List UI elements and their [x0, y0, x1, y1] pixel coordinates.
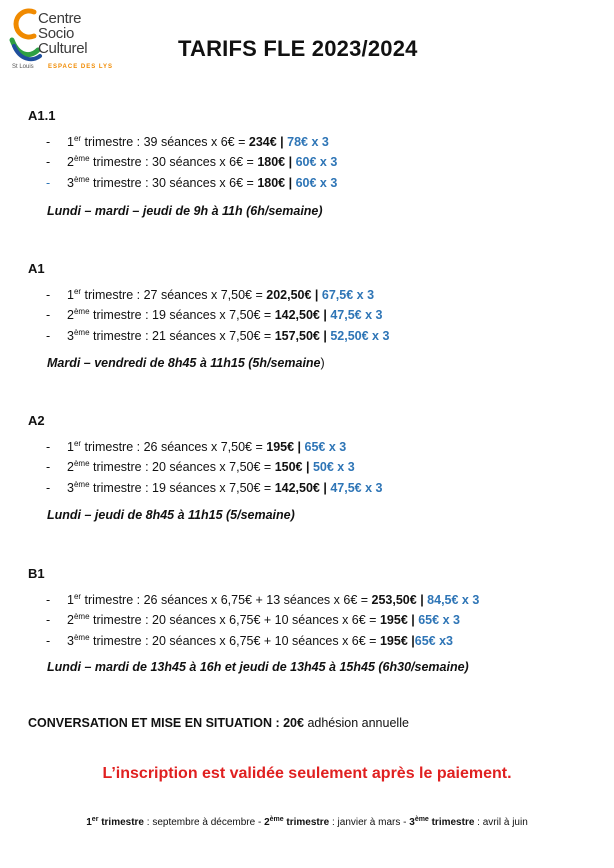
- installment-price: 47,5€ x 3: [330, 480, 383, 495]
- level-heading-a2: A2: [28, 413, 45, 428]
- total-price: 150€: [274, 460, 303, 475]
- logo-town: St Louis: [12, 64, 34, 70]
- installment-price: 65€ x3: [414, 633, 453, 648]
- installment-price: 78€ x 3: [287, 135, 329, 149]
- total-price: 142,50€: [274, 480, 320, 495]
- price-list-a2: [46, 437, 382, 498]
- payment-notice: L’inscription est validée seulement après le paiement.: [102, 765, 512, 782]
- installment-price: 47,5€ x 3: [330, 308, 383, 323]
- bullet-dash: -: [46, 480, 51, 495]
- price-line: - 3ème trimestre : 30 séances x 6€ = 180€ | 60€ x 3: [46, 173, 337, 193]
- logo-line-2: Socio: [38, 25, 75, 42]
- logo-tagline: ESPACE DES LYS: [48, 64, 114, 70]
- price-line: - 3ème trimestre : 19 séances x 7,50€ = 142,50€ | 47,5€ x 3: [46, 478, 382, 498]
- bullet-dash: -: [46, 155, 51, 170]
- price-line: - 2ème trimestre : 30 séances x 6€ = 180€ | 60€ x 3: [46, 152, 337, 172]
- installment-price: 52,50€ x 3: [330, 328, 390, 343]
- total-price: 180€: [257, 175, 286, 190]
- bullet-dash: -: [46, 460, 51, 475]
- page-title: TARIFS FLE 2023/2024: [178, 36, 418, 61]
- price-list-a1: [46, 285, 389, 346]
- price-line: - 3ème trimestre : 20 séances x 6,75€ + 10 séances x 6€ = 195€ |65€ x3: [46, 631, 479, 651]
- logo-line-1: Centre: [38, 10, 82, 27]
- schedule-b1: Lundi – mardi de 13h45 à 16h et jeudi de 13h45 à 15h45 (6h30/semaine): [47, 660, 469, 674]
- installment-price: 67,5€ x 3: [321, 288, 375, 302]
- conversation-line: CONVERSATION ET MISE EN SITUATION : 20€ adhésion annuelle: [28, 716, 409, 730]
- footer-terms: 1er trimestre : septembre à décembre - 2ème trimestre : janvier à mars - 3ème trimestre : avril à juin: [86, 816, 528, 828]
- logo-line-3: Culturel: [38, 40, 88, 57]
- total-price: 142,50€: [274, 308, 320, 323]
- total-price: 195€: [379, 633, 408, 648]
- total-price: 253,50€: [371, 593, 417, 607]
- price-line: - 1er trimestre : 26 séances x 7,50€ = 195€ | 65€ x 3: [46, 437, 382, 457]
- price-line: - 1er trimestre : 26 séances x 6,75€ + 13 séances x 6€ = 253,50€ | 84,5€ x 3: [46, 590, 479, 610]
- level-heading-a1-1: A1.1: [28, 108, 56, 123]
- total-price: 195€: [266, 440, 295, 454]
- total-price: 202,50€: [266, 288, 312, 302]
- installment-price: 65€ x 3: [418, 613, 460, 628]
- bullet-dash: -: [46, 633, 51, 648]
- installment-price: 60€ x 3: [295, 155, 338, 170]
- bullet-dash: -: [46, 308, 51, 323]
- bullet-dash: -: [46, 613, 51, 628]
- level-heading-b1: B1: [28, 566, 45, 581]
- installment-price: 50€ x 3: [312, 460, 355, 475]
- total-price: 234€: [248, 135, 277, 149]
- bullet-dash: -: [46, 135, 51, 149]
- price-line: - 1er trimestre : 27 séances x 7,50€ = 202,50€ | 67,5€ x 3: [46, 285, 389, 305]
- price-line: - 1er trimestre : 39 séances x 6€ = 234€ | 78€ x 3: [46, 132, 337, 152]
- price-list-a1-1: [46, 132, 337, 193]
- price-line: - 3ème trimestre : 21 séances x 7,50€ = 157,50€ | 52,50€ x 3: [46, 326, 389, 346]
- bullet-dash: -: [46, 593, 51, 607]
- schedule-a2: Lundi – jeudi de 8h45 à 11h15 (5/semaine): [47, 508, 295, 522]
- total-price: 195€: [379, 613, 408, 628]
- price-line: - 2ème trimestre : 20 séances x 7,50€ = 150€ | 50€ x 3: [46, 457, 382, 477]
- installment-price: 60€ x 3: [295, 175, 338, 190]
- bullet-dash: -: [46, 288, 51, 302]
- price-line: - 2ème trimestre : 19 séances x 7,50€ = 142,50€ | 47,5€ x 3: [46, 305, 389, 325]
- level-heading-a1: A1: [28, 261, 45, 276]
- schedule-a1: Mardi – vendredi de 8h45 à 11h15 (5h/semaine): [47, 356, 325, 370]
- price-list-b1: [46, 590, 479, 651]
- installment-price: 84,5€ x 3: [427, 593, 480, 607]
- logo: [8, 6, 116, 78]
- price-line: - 2ème trimestre : 20 séances x 6,75€ + 10 séances x 6€ = 195€ | 65€ x 3: [46, 610, 479, 630]
- bullet-dash: -: [46, 328, 51, 343]
- installment-price: 65€ x 3: [304, 440, 347, 454]
- bullet-dash: -: [46, 175, 51, 190]
- total-price: 157,50€: [274, 328, 320, 343]
- bullet-dash: -: [46, 440, 51, 454]
- schedule-a1-1: Lundi – mardi – jeudi de 9h à 11h (6h/semaine): [47, 204, 323, 218]
- total-price: 180€: [257, 155, 286, 170]
